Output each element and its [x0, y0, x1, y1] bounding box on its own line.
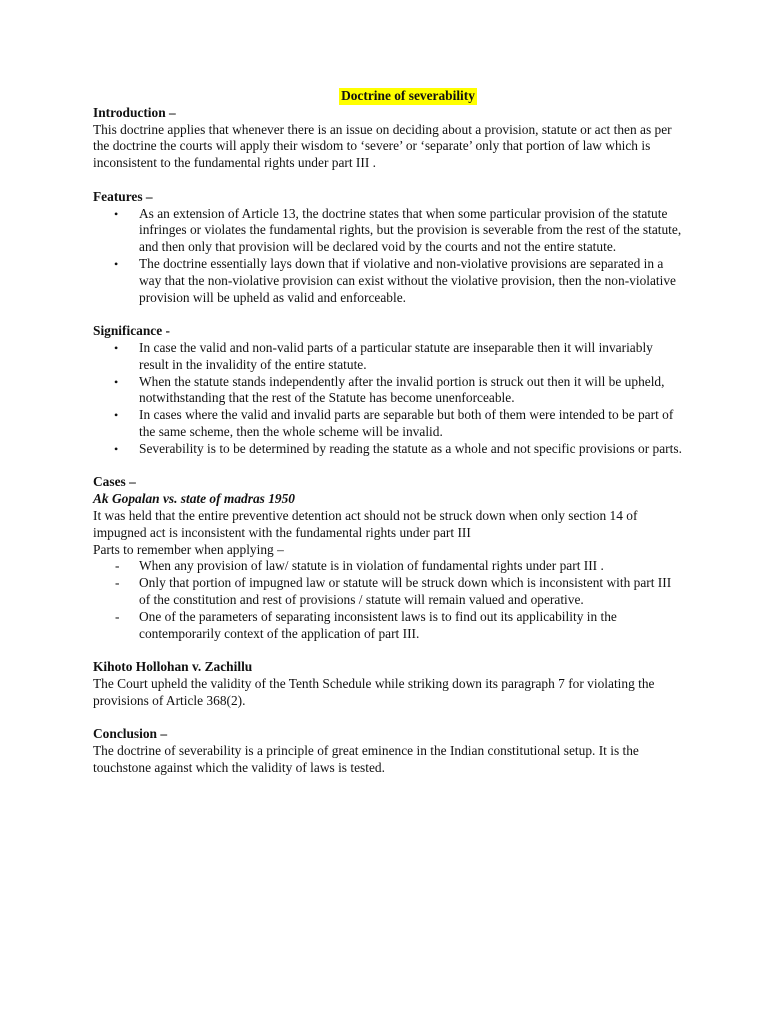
list-item [93, 256, 683, 306]
list-item [93, 609, 683, 643]
bullet-icon: • [114, 256, 119, 271]
case-title-gopalan: Ak Gopalan vs. state of madras 1950 [93, 491, 295, 507]
features-list [93, 206, 683, 307]
document-page [93, 88, 683, 777]
list-item-text: The doctrine essentially lays down that if violative and non-violative provisions are separated in a way that the non-violative provision can exist without the violative provision, then the non-violative provision will be upheld as valid and enforceable. [139, 255, 677, 305]
list-item-text: Only that portion of impugned law or statute will be struck down which is inconsistent with part III of the constitution and rest of provisions / statute will remain valued and operative. [139, 575, 672, 607]
dash-icon: - [115, 608, 120, 624]
conclusion-text: The doctrine of severability is a principle of great eminence in the Indian constitutional setup. It is the touchstone against which the validity of laws is tested. [93, 743, 639, 775]
case-title-kihoto: Kihoto Hollohan v. Zachillu [93, 659, 253, 675]
list-item-text: As an extension of Article 13, the doctrine states that when some particular provision of the statute infringes or violates the fundamental rights, but the provision is severable from the rest of the statute, and then only that provision will be declared void by the courts and not the entire statute. [139, 205, 682, 255]
conclusion-heading: Conclusion – [93, 726, 168, 742]
parts-to-remember-label: Parts to remember when applying – [93, 541, 284, 557]
list-item-text: In cases where the valid and invalid parts are separable but both of them were intended to be part of the same scheme, then the whole scheme will be invalid. [139, 407, 674, 439]
document-title: Doctrine of severability [341, 88, 475, 103]
dash-icon: - [115, 575, 120, 591]
features-heading: Features – [93, 188, 153, 204]
dash-icon: - [115, 558, 120, 574]
cases-heading: Cases – [93, 474, 136, 490]
bullet-icon: • [114, 340, 119, 355]
bullet-icon: • [114, 206, 119, 221]
title-line [93, 88, 683, 105]
list-item [93, 206, 683, 256]
list-item [93, 407, 683, 441]
significance-heading: Significance - [93, 323, 170, 339]
case-text-gopalan: It was held that the entire preventive detention act should not be struck down when only section 14 of impugned act is inconsistent with the fundamental rights under part III [93, 507, 638, 540]
list-item [93, 558, 683, 575]
list-item [93, 441, 683, 458]
list-item [93, 575, 683, 609]
list-item-text: When any provision of law/ statute is in violation of fundamental rights under part III . [139, 558, 604, 574]
list-item-text: One of the parameters of separating inconsistent laws is to find out its applicability in the contemporarily context of the application of part III. [139, 608, 617, 641]
list-item [93, 374, 683, 408]
list-item-text: Severability is to be determined by reading the statute as a whole and not specific provisions or parts. [139, 440, 682, 456]
list-item-text: When the statute stands independently after the invalid portion is struck out then it will be upheld, notwithstanding that the rest of the Statute has become unenforceable. [139, 373, 665, 406]
case-text-kihoto: The Court upheld the validity of the Tenth Schedule while striking down its paragraph 7 for violating the provisions of Article 368(2). [93, 675, 655, 708]
bullet-icon: • [114, 408, 119, 423]
significance-list [93, 340, 683, 458]
bullet-icon: • [114, 441, 119, 456]
introduction-text: This doctrine applies that whenever there is an issue on deciding about a provision, statute or act then as per the doctrine the courts will apply their wisdom to ‘severe’ or ‘separate’ only that portion of law which is inconsistent to the fundamental rights under part III . [93, 121, 672, 171]
bullet-icon: • [114, 374, 119, 389]
list-item-text: In case the valid and non-valid parts of a particular statute are inseparable then it will invariably result in the invalidity of the entire statute. [139, 339, 653, 372]
introduction-heading: Introduction – [93, 104, 176, 120]
list-item [93, 340, 683, 374]
parts-list [93, 558, 683, 642]
